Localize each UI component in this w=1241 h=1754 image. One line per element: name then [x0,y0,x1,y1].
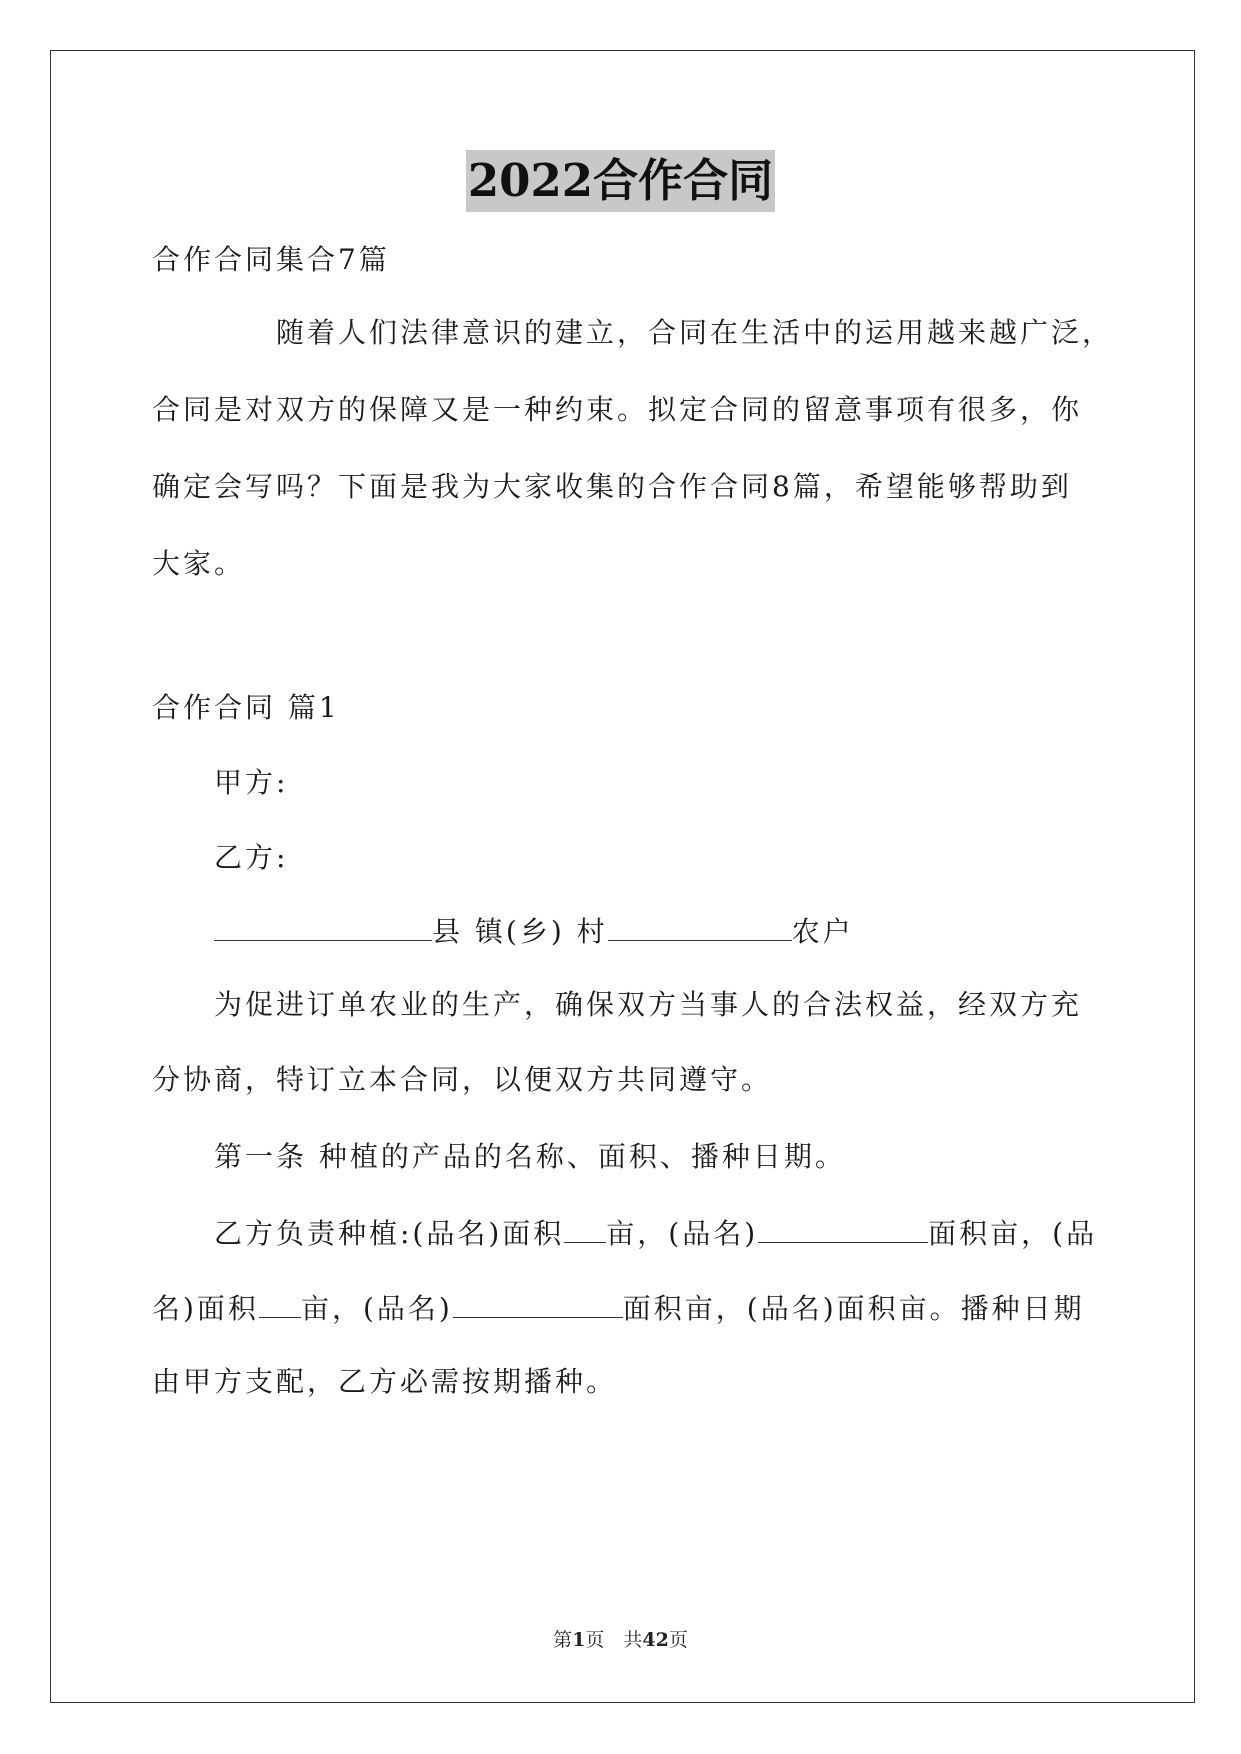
footer-page-prefix: 第 [553,1629,573,1651]
article-1-l1-text-b: 亩，(品名) [606,1217,759,1250]
blank-product-2 [453,1287,623,1318]
footer-page-suffix: 页 [668,1629,688,1651]
address-mid-text: 县 镇(乡) 村 [432,915,608,948]
section-heading: 合作合同 篇1 [152,691,340,724]
document-subtitle: 合作合同集合7篇 [152,243,390,276]
address-end-text: 农户 [791,915,854,948]
footer-page-total: 42 [642,1629,669,1651]
party-b-label: 乙方: [214,841,289,874]
article-1-l1-text-a: 乙方负责种植:(品名)面积 [214,1217,565,1250]
article-1-title: 第一条 种植的产品的名称、面积、播种日期。 [214,1140,846,1173]
blank-county [214,910,432,941]
article-1-line-2 [152,1287,1085,1329]
title-container [0,150,1241,212]
page-title: 2022合作合同 [466,150,775,212]
article-1-l2-text-c: 面积亩，(品名)面积亩。播种日期 [622,1292,1085,1325]
address-line [214,910,854,952]
purpose-line-1: 为促进订单农业的生产，确保双方当事人的合法权益，经双方充 [214,988,1083,1021]
intro-line-1: 随着人们法律意识的建立，合同在生活中的运用越来越广泛， [276,316,1114,349]
blank-product-1 [758,1212,928,1243]
blank-area-1 [564,1212,606,1243]
blank-farmer [608,910,792,941]
purpose-line-2: 分协商，特订立本合同，以便双方共同遵守。 [152,1063,773,1096]
intro-line-3: 确定会写吗？下面是我为大家收集的合作合同8篇，希望能够帮助到 [152,470,1072,503]
intro-line-4: 大家。 [152,547,246,580]
article-1-l2-text-a: 名)面积 [152,1292,259,1325]
article-1-line-3: 由甲方支配，乙方必需按期播种。 [152,1365,618,1398]
footer-page-number: 1 [572,1629,586,1651]
article-1-line-1 [214,1212,1097,1254]
article-1-l2-text-b: 亩，(品名) [300,1292,453,1325]
footer-page-mid: 页 共 [585,1629,643,1651]
article-1-l1-text-c: 面积亩，(品 [928,1217,1098,1250]
blank-area-2 [259,1287,301,1318]
page-footer [0,1627,1241,1653]
intro-line-2: 合同是对双方的保障又是一种约束。拟定合同的留意事项有很多，你 [152,393,1083,426]
party-a-label: 甲方: [214,766,289,799]
